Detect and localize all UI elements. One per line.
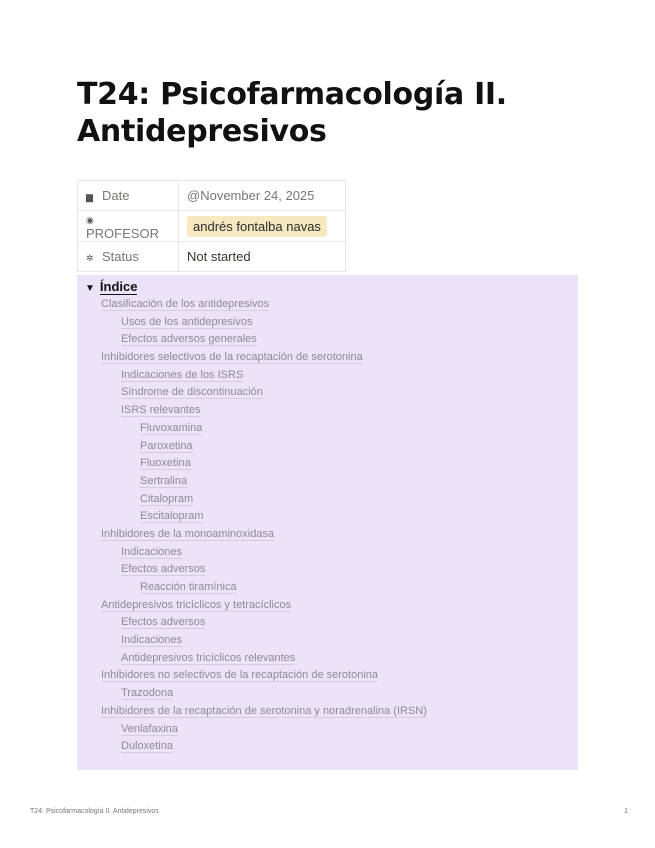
properties-table	[77, 180, 346, 272]
property-row	[78, 181, 346, 211]
toc-item[interactable]	[77, 526, 578, 544]
property-key	[78, 181, 179, 211]
toc-item[interactable]	[77, 650, 578, 668]
toc-item[interactable]	[77, 561, 578, 579]
toc-item[interactable]	[77, 703, 578, 721]
property-key	[78, 242, 179, 272]
toc-link[interactable]: Usos de los antidepresivos	[121, 315, 253, 328]
property-value: @November 24, 2025	[187, 188, 315, 203]
toc-item[interactable]	[77, 579, 578, 597]
calendar-icon: ▆	[86, 192, 93, 202]
property-key-label: PROFESOR	[86, 226, 159, 241]
toc-item[interactable]	[77, 632, 578, 650]
toc-item[interactable]	[77, 384, 578, 402]
toc-link[interactable]: Fluvoxamina	[140, 421, 203, 434]
toc-link[interactable]: Fluoxetina	[140, 457, 191, 470]
toc-item[interactable]	[77, 721, 578, 739]
toc-item[interactable]	[77, 491, 578, 509]
toc-link[interactable]: Indicaciones	[121, 634, 183, 647]
toc-link[interactable]: Indicaciones	[121, 545, 183, 558]
toc-item[interactable]	[77, 667, 578, 685]
toc-link[interactable]: Efectos adversos generales	[121, 333, 257, 346]
toc-item[interactable]	[77, 420, 578, 438]
sparkle-icon: ✲	[86, 253, 94, 263]
property-value-cell[interactable]	[179, 242, 346, 272]
toc-item[interactable]	[77, 296, 578, 314]
toc-item[interactable]	[77, 349, 578, 367]
property-key-label: Date	[102, 188, 130, 203]
property-key	[78, 211, 179, 242]
page-title: T24: Psicofarmacología II. Antidepresivos	[77, 77, 507, 149]
property-row	[78, 242, 346, 272]
toc-link[interactable]: Clasificación de los antidepresivos	[101, 298, 270, 310]
table-of-contents	[77, 275, 578, 770]
toc-item[interactable]	[77, 402, 578, 420]
footer-title: T24: Psicofarmacología II. Antidepresivos	[30, 808, 159, 815]
toc-item[interactable]	[77, 738, 578, 756]
toc-item[interactable]	[77, 367, 578, 385]
page-number: 1	[624, 808, 628, 815]
toc-item[interactable]	[77, 473, 578, 491]
toc-item[interactable]	[77, 314, 578, 332]
toc-toggle[interactable]	[77, 277, 578, 296]
toc-link[interactable]: Antidepresivos tricíclicos y tetracíclicos	[101, 598, 292, 611]
toc-link[interactable]: Reacción tiramínica	[140, 581, 237, 593]
property-key-label: Status	[102, 249, 139, 264]
toc-link[interactable]: Sertralina	[140, 474, 188, 487]
triangle-down-icon: ▼	[85, 283, 95, 294]
toc-item[interactable]	[77, 438, 578, 456]
toc-link[interactable]: Inhibidores de la recaptación de serotonina y noradrenalina (IRSN)	[101, 704, 427, 717]
toc-link[interactable]: Trazodona	[121, 687, 174, 700]
property-value-cell[interactable]	[179, 211, 346, 242]
toc-link[interactable]: Escitalopram	[140, 510, 204, 523]
toc-list	[77, 296, 578, 756]
toc-link[interactable]: Antidepresivos tricíclicos relevantes	[121, 651, 296, 664]
property-row	[78, 211, 346, 242]
toc-link[interactable]: Inhibidores no selectivos de la recaptación de serotonina	[101, 669, 379, 682]
toc-link[interactable]: Paroxetina	[140, 439, 193, 452]
toc-link[interactable]: Efectos adversos	[121, 616, 206, 629]
toc-link[interactable]: Inhibidores selectivos de la recaptación de serotonina	[101, 351, 363, 364]
toc-link[interactable]: Duloxetina	[121, 740, 173, 753]
toc-link[interactable]: Citalopram	[140, 492, 194, 505]
property-value-cell[interactable]	[179, 181, 346, 211]
person-icon: ◉	[86, 215, 94, 225]
toc-link[interactable]: Venlafaxina	[121, 722, 178, 735]
toc-item[interactable]	[77, 597, 578, 615]
toc-item[interactable]	[77, 331, 578, 349]
property-tag[interactable]: andrés fontalba navas	[187, 216, 327, 237]
toc-link[interactable]: ISRS relevantes	[121, 404, 201, 417]
toc-link[interactable]: Efectos adversos	[121, 563, 206, 576]
toc-item[interactable]	[77, 685, 578, 703]
toc-item[interactable]	[77, 508, 578, 526]
toc-link[interactable]: Síndrome de discontinuación	[121, 386, 263, 399]
toc-item[interactable]	[77, 614, 578, 632]
toc-item[interactable]	[77, 455, 578, 473]
toc-header: Índice	[99, 279, 138, 294]
toc-item[interactable]	[77, 544, 578, 562]
toc-link[interactable]: Indicaciones de los ISRS	[121, 368, 244, 381]
toc-link[interactable]: Inhibidores de la monoaminoxidasa	[101, 527, 275, 540]
property-value: Not started	[187, 249, 251, 264]
